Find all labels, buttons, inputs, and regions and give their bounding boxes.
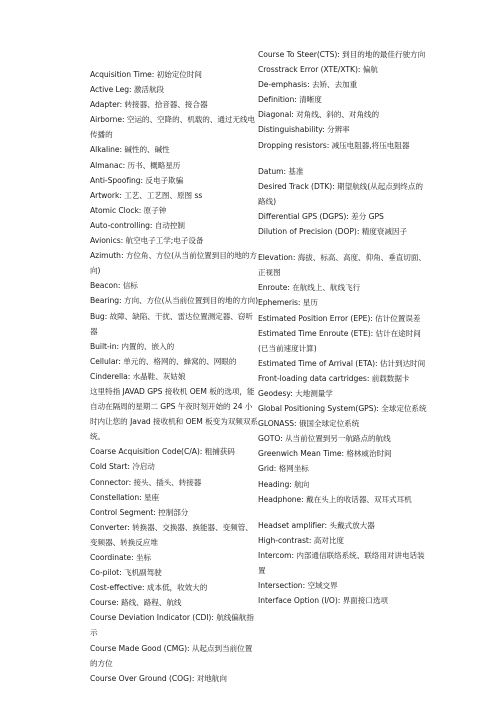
glossary-entry: Co-pilot: 飞机副驾驶	[90, 568, 162, 578]
glossary-entry: Course Deviation Indicator (CDI): 航线偏航指示	[90, 613, 254, 638]
glossary-entry: Atomic Clock: 原子钟	[90, 205, 167, 215]
glossary-entry: Converter: 转换器、交换器、换能器、变频管、变频器、转换反应堆	[90, 522, 253, 547]
glossary-entry: Greenwich Mean Time: 格林威治时间	[258, 449, 392, 459]
glossary-entry: Definition: 清晰度	[258, 95, 322, 105]
glossary-entry: Bug: 故障、缺陷、干扰、雷达位置测定器、窃听器	[90, 311, 253, 336]
glossary-entry: Anti-Spoofing: 反电子欺骗	[90, 175, 184, 185]
glossary-entry: Course: 路线、路程、航线	[90, 598, 182, 608]
glossary-entry: GLONASS: 俄国全球定位系统	[258, 419, 360, 429]
glossary-entry: Course To Steer(CTS): 到目的地的最佳行驶方向	[258, 50, 426, 59]
glossary-entry: Interface Option (I/O): 界面接口选项	[258, 596, 388, 606]
glossary-entry: Auto-controlling: 自动控制	[90, 220, 185, 230]
glossary-entry: Distinguishability: 分辨率	[258, 125, 350, 135]
glossary-entry: Airborne: 空运的、空降的、机载的、通过无线电传播的	[90, 115, 256, 140]
glossary-entry: Crosstrack Error (XTE/XTK): 偏航	[258, 65, 378, 75]
glossary-entry: Alkaline: 碱性的、碱性	[90, 145, 170, 155]
glossary-entry: Differential GPS (DGPS): 差分 GPS	[258, 211, 384, 221]
glossary-entry: Avionics: 航空电子工学;电子设备	[90, 236, 204, 246]
glossary-entry: Datum: 基准	[258, 166, 304, 176]
glossary-entry: Ephemeris: 星历	[258, 298, 318, 308]
glossary-entry: Coarse Acquisition Code(C/A): 粗捕获码	[90, 447, 235, 457]
glossary-entry: Constellation: 星座	[90, 492, 160, 502]
glossary-entry: Cost-effective: 成本低，收效大的	[90, 583, 208, 593]
glossary-entry: Headset amplifier: 头戴式放大器	[258, 520, 375, 530]
glossary-entry: Global Positioning System(GPS): 全球定位系统	[258, 404, 427, 414]
glossary-entry: Front-loading data cartridges: 前载数据卡	[258, 373, 410, 383]
glossary-entry: Cinderella: 水晶鞋、灰姑娘	[90, 371, 186, 381]
glossary-entry: Course Over Ground (COG): 对地航向	[90, 673, 227, 683]
glossary-entry: Control Segment: 控制部分	[90, 507, 189, 517]
glossary-entry: Dropping resistors: 减压电阻器,将压电阻器	[258, 140, 410, 150]
glossary-entry: Intersection: 空域交界	[258, 581, 338, 591]
glossary-entry: Course Made Good (CMG): 从起点到当前位置的方位	[90, 643, 253, 668]
glossary-entry: Connector: 接头、插头、转接器	[90, 477, 202, 487]
left-column	[90, 0, 258, 686]
glossary-entry: Grid: 格网坐标	[258, 464, 309, 474]
glossary-entry: Diagonal: 对角线、斜的、对角线的	[258, 110, 380, 120]
glossary-entry: GOTO: 从当前位置到另一航路点的航线	[258, 434, 391, 444]
glossary-entry: Coordinate: 坐标	[90, 553, 152, 562]
glossary-entry: Almanac: 历书、概略星历	[90, 160, 181, 170]
glossary-entry: Intercom: 内部通信联络系统、联络用对讲电话装置	[258, 550, 425, 575]
glossary-entry: High-contrast: 高对比度	[258, 535, 344, 545]
glossary-entry: De-emphasis: 去矫、去加重	[258, 80, 358, 90]
glossary-entry: Built-in: 内置的、嵌入的	[90, 341, 175, 351]
glossary-entry: Heading: 航向	[258, 479, 310, 489]
glossary-entry: Desired Track (DTK): 期望航线(从起点到终点的路线)	[258, 181, 423, 206]
glossary-entry: Estimated Position Error (EPE): 估计位置误差	[258, 313, 421, 323]
glossary-entry: Dilution of Precision (DOP): 精度衰减因子	[258, 227, 407, 237]
glossary-entry: Elevation: 海拔、标高、高度、仰角、垂直切面、正视图	[258, 253, 426, 278]
glossary-entry: Active Leg: 激活航段	[90, 85, 165, 95]
glossary-entry: Headphone: 戴在头上的收话器、双耳式耳机	[258, 494, 412, 504]
section-gap	[258, 153, 428, 164]
glossary-note: 这里特指 JAVAD GPS 接收机 OEM 板的选项，能自动在隔周的星期二 GPS 午夜时刻开始的 24 小时内让您的 Javad 接收机和 OEM 板变为双频双系统。	[90, 386, 258, 442]
glossary-entry: Artwork: 工艺、工艺图、原图 ss	[90, 190, 203, 200]
glossary-entry: Azimuth: 方位角、方位(从当前位置到目的地的方向)	[90, 251, 257, 276]
glossary-entry: Beacon: 信标	[90, 281, 138, 291]
right-column	[258, 0, 428, 608]
glossary-entry: Enroute: 在航线上、航线飞行	[258, 283, 361, 293]
section-gap	[258, 507, 428, 518]
glossary-entry: Bearing: 方向、方位(从当前位置到目的地的方向)	[90, 296, 258, 306]
glossary-entry: Geodesy: 大地测量学	[258, 388, 333, 398]
section-gap	[258, 239, 428, 250]
glossary-entry: Acquisition Time: 初始定位时间	[90, 70, 202, 79]
glossary-entry: Estimated Time Enroute (ETE): 估计在途时间(已当前速度计算)	[258, 328, 421, 353]
glossary-entry: Adapter: 转接器、拾音器、接合器	[90, 100, 208, 110]
glossary-entry: Estimated Time of Arrival (ETA): 估计到达时间	[258, 358, 426, 368]
glossary-entry: Cellular: 单元的、格网的、蜂窝的、网眼的	[90, 356, 237, 366]
glossary-entry: Cold Start: 冷启动	[90, 462, 155, 472]
